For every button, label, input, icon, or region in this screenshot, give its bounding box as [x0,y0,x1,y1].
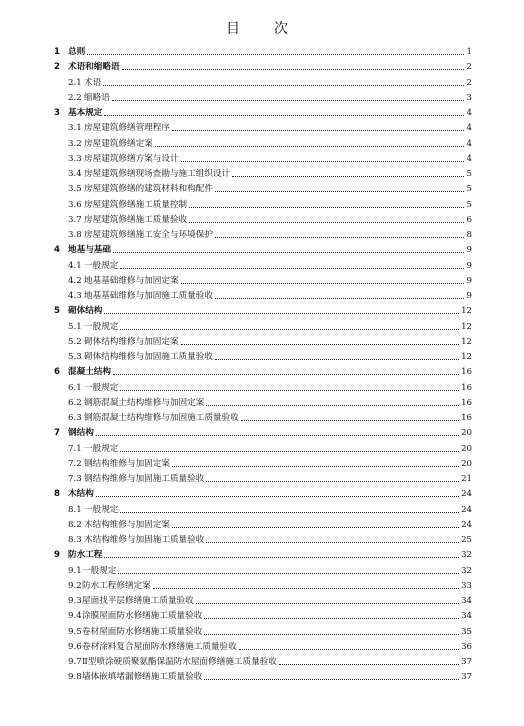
toc-dot-leader [239,648,459,650]
toc-dot-leader [120,511,459,513]
toc-chapter-entry[interactable] [54,105,472,119]
toc-entry-number: 6.3 [68,413,82,423]
toc-entry-number: 3.3 [68,153,82,164]
toc-page-number: 32 [461,565,472,576]
toc-dot-leader [215,236,464,238]
toc-entry-number: 3.2 [68,138,82,149]
toc-dot-leader [172,129,464,131]
toc-section-entry[interactable] [68,563,472,577]
toc-entry-title: 砌体结构维修与加固施工质量验收 [84,352,213,362]
toc-entry-title: 木结构 [68,489,94,500]
toc-dot-leader [104,556,459,558]
toc-dot-leader [241,419,459,421]
toc-entry-title: 术语 [84,77,102,88]
toc-entry-number: 5.2 [68,336,82,347]
toc-section-entry[interactable] [68,288,472,302]
toc-entry-title: 一般规定 [82,565,117,576]
toc-chapter-entry[interactable] [54,486,472,500]
toc-page-number: 24 [461,504,472,515]
toc-page-number: 35 [461,626,472,637]
toc-entry-title: 房屋建筑修缮施工安全与环境保护 [84,230,213,240]
toc-entry-number: 9.6 [68,641,82,652]
toc-entry-title: 地基基础维修与加固施工质量验收 [84,291,213,301]
toc-dot-leader [120,267,464,269]
toc-section-entry[interactable] [68,181,472,195]
toc-section-entry[interactable] [68,227,472,241]
toc-entry-title: 钢结构维修与加固施工质量验收 [84,474,205,484]
toc-section-entry[interactable] [68,197,472,211]
toc-entry-title: 钢结构 [68,428,94,439]
toc-section-entry[interactable] [68,395,472,409]
toc-section-entry[interactable] [68,517,472,531]
toc-section-entry[interactable] [68,441,472,455]
toc-section-entry[interactable] [68,258,472,272]
toc-dot-leader [181,343,460,345]
toc-page-number: 16 [461,382,472,393]
toc-dot-leader [120,389,459,391]
toc-entry-title: 一般规定 [84,504,119,515]
toc-page-number: 33 [461,580,472,591]
toc-section-entry[interactable] [68,166,472,180]
toc-page-number: 34 [461,596,472,606]
toc-entry-number: 4 [54,245,60,256]
toc-entry-title: 总则 [68,47,86,57]
toc-entry-number: 3.4 [68,169,82,179]
toc-page-number: 3 [466,92,472,103]
toc-entry-number: 8.1 [68,504,82,515]
toc-entry-title: 房屋建筑修缮现场查勘与施工组织设计 [84,169,231,179]
toc-entry-number: 3.5 [68,184,82,195]
toc-entry-number: 7.1 [68,443,82,454]
toc-page-number: 37 [461,657,472,667]
toc-section-entry[interactable] [68,654,472,668]
toc-section-entry[interactable] [68,380,472,394]
toc-entry-title: 卷材屋面防水修缮施工质量验收 [82,626,203,637]
toc-entry-title: 卷材涂料复合屋面防水修缮施工质量验收 [82,641,237,652]
toc-entry-title: 房屋建筑修缮施工质量控制 [84,199,188,210]
toc-dot-leader [113,251,464,253]
toc-dot-leader [204,617,459,619]
toc-entry-number: 8.3 [68,535,82,545]
toc-entry-number: 9.5 [68,626,82,637]
toc-page-number: 6 [466,214,472,225]
toc-dot-leader [103,84,464,86]
toc-entry-title: 屋面找平层修缮施工质量验收 [82,596,194,606]
toc-entry-number: 9.3 [68,596,82,606]
toc-section-entry[interactable] [68,471,472,485]
toc-entry-title: 术语和缩略语 [68,62,120,73]
toc-section-entry[interactable] [68,75,472,89]
toc-page-number: 5 [466,169,472,179]
toc-page-number: 5 [466,199,472,210]
toc-page-number: 2 [466,62,472,73]
toc-chapter-entry[interactable] [54,242,472,256]
toc-dot-leader [204,633,459,635]
toc-dot-leader [181,160,464,162]
toc-entry-number: 4.1 [68,260,82,271]
toc-entry-title: 钢筋混凝土结构维修与加固施工质量验收 [84,413,239,423]
toc-entry-title: 房屋建筑修缮的建筑材料和构配件 [84,184,213,195]
toc-section-entry[interactable] [68,624,472,638]
toc-section-entry[interactable] [68,136,472,150]
toc-entry-number: 4.2 [68,275,82,286]
toc-page-number: 34 [461,611,472,622]
toc-entry-number: 9.1 [68,565,82,576]
toc-dot-leader [215,358,459,360]
toc-chapter-entry[interactable] [54,303,472,317]
toc-dot-leader [96,434,459,436]
toc-section-entry[interactable] [68,639,472,653]
toc-entry-number: 8.2 [68,519,82,530]
toc-dot-leader [122,68,464,70]
toc-entry-title: 一般规定 [84,260,119,271]
toc-entry-title: 木结构维修与加固定案 [84,519,170,530]
toc-entry-title: 房屋建筑修缮管理程序 [84,123,170,134]
toc-entry-number: 6.1 [68,382,82,393]
toc-section-entry[interactable] [68,334,472,348]
toc-dot-leader [196,602,459,604]
toc-entry-number: 7.3 [68,474,82,484]
toc-entry-number: 3.6 [68,199,82,210]
toc-entry-title: 钢结构维修与加固定案 [84,458,170,469]
toc-page-number: 36 [461,641,472,652]
toc-page-number: 9 [466,291,472,301]
toc-section-entry[interactable] [68,669,472,683]
toc-page-number: 4 [466,108,472,118]
toc-dot-leader [215,190,464,192]
toc-page-number: 20 [461,443,472,454]
toc-page-number: 25 [461,535,472,545]
toc-entry-title: 房屋建筑修缮定案 [84,138,153,149]
toc-dot-leader [206,541,459,543]
toc-entry-number: 4.3 [68,291,82,301]
toc-page-number: 12 [461,352,472,362]
toc-entry-title: 砌体结构 [68,306,103,317]
toc-entry-title: 房屋建筑修缮施工质量验收 [84,214,188,225]
toc-dot-leader [112,99,464,101]
toc-entry-number: 3 [54,108,60,118]
toc-entry-number: 2.1 [68,77,82,88]
toc-section-entry[interactable] [68,578,472,592]
toc-dot-leader [153,587,459,589]
toc-page-number: 16 [461,367,472,378]
toc-page-number: 20 [461,458,472,469]
toc-page-number: 12 [461,336,472,347]
toc-section-entry[interactable] [68,608,472,622]
toc-entry-number: 2 [54,62,60,73]
page-title: 目 次 [226,21,298,37]
toc-page-number: 1 [466,47,472,57]
toc-chapter-entry[interactable] [54,44,472,58]
toc-page-number: 9 [466,245,472,256]
toc-section-entry[interactable] [68,456,472,470]
toc-entry-title: 基本规定 [68,108,103,118]
toc-section-entry[interactable] [68,502,472,516]
toc-entry-number: 2.2 [68,92,82,103]
toc-section-entry[interactable] [68,151,472,165]
toc-chapter-entry[interactable] [54,425,472,439]
toc-entry-title: 房屋建筑修缮方案与设计 [84,153,179,164]
toc-entry-title: 一般规定 [84,443,119,454]
toc-entry-number: 5 [54,306,60,317]
toc-entry-title: 砌体结构维修与加固定案 [84,336,179,347]
toc-page-number: 12 [461,306,472,317]
toc-entry-number: 3.8 [68,230,82,240]
toc-page-number: 4 [466,123,472,134]
toc-entry-title: 防水工程 [68,550,103,561]
toc-entry-number: 3.7 [68,214,82,225]
toc-dot-leader [204,678,459,680]
toc-dot-leader [189,206,464,208]
toc-dot-leader [155,145,464,147]
toc-entry-title: 地基基础维修与加固定案 [84,275,179,286]
toc-page-number: 32 [461,550,472,561]
toc-section-entry[interactable] [68,593,472,607]
toc-entry-title: 混凝土结构 [68,367,111,378]
toc-dot-leader [181,282,464,284]
toc-entry-number: 9.7 [68,657,82,667]
toc-entry-number: 1 [54,47,60,57]
toc-entry-title: 缩略语 [84,92,110,103]
toc-dot-leader [104,312,459,314]
toc-entry-title: 墙体嵌填堵漏修缮施工质量验收 [82,672,203,683]
toc-entry-title: 涂膜屋面防水修缮施工质量验收 [82,611,203,622]
toc-entry-number: 7 [54,428,60,439]
toc-page-number: 37 [461,672,472,683]
toc-dot-leader [120,450,459,452]
toc-entry-number: 3.1 [68,123,82,134]
toc-section-entry[interactable] [68,319,472,333]
toc-page-number: 16 [461,397,472,408]
toc-entry-number: 9.8 [68,672,82,683]
toc-entry-title: 防水工程修缮定案 [82,580,151,591]
toc-page-number: 16 [461,413,472,423]
toc-dot-leader [113,373,459,375]
toc-dot-leader [104,114,464,116]
toc-page-number: 8 [466,230,472,240]
toc-section-entry[interactable] [68,212,472,226]
toc-entry-title: 地基与基础 [68,245,111,256]
toc-entry-number: 9 [54,550,60,561]
toc-chapter-entry[interactable] [54,547,472,561]
toc-page-number: 4 [466,138,472,149]
toc-section-entry[interactable] [68,90,472,104]
toc-page-number: 9 [466,260,472,271]
toc-dot-leader [172,526,459,528]
toc-entry-title: 一般规定 [84,382,119,393]
toc-page-number: 9 [466,275,472,286]
toc-dot-leader [206,480,459,482]
toc-entry-number: 5.1 [68,321,82,332]
toc-dot-leader [232,175,464,177]
toc-section-entry[interactable] [68,410,472,424]
toc-chapter-entry[interactable] [54,364,472,378]
toc-entry-number: 8 [54,489,60,500]
toc-dot-leader [206,404,459,406]
toc-entry-number: 6.2 [68,397,82,408]
toc-entry-title: 钢筋混凝土结构维修与加固定案 [84,397,205,408]
toc-page-number: 21 [461,474,472,484]
toc-dot-leader [279,663,459,665]
toc-dot-leader [172,465,459,467]
toc-dot-leader [118,572,459,574]
toc-entry-number: 7.2 [68,458,82,469]
toc-page-number: 2 [466,77,472,88]
toc-page-number: 20 [461,428,472,439]
toc-dot-leader [215,297,464,299]
toc-entry-number: 6 [54,367,60,378]
toc-section-entry[interactable] [68,532,472,546]
toc-entry-title: 木结构维修与加固施工质量验收 [84,535,205,545]
toc-entry-title: 一般规定 [84,321,119,332]
toc-section-entry[interactable] [68,273,472,287]
toc-section-entry[interactable] [68,120,472,134]
toc-dot-leader [120,328,459,330]
toc-section-entry[interactable] [68,349,472,363]
toc-dot-leader [189,221,464,223]
toc-entry-number: 9.4 [68,611,82,622]
toc-page-number: 5 [466,184,472,195]
toc-chapter-entry[interactable] [54,59,472,73]
toc-page-number: 12 [461,321,472,332]
toc-page-number: 24 [461,519,472,530]
toc-dot-leader [87,53,464,55]
toc-dot-leader [96,495,459,497]
toc-entry-title: Ⅱ型喷涂硬质聚氨酯保温防水屋面修缮施工质量验收 [82,657,277,667]
toc-page-number: 24 [461,489,472,500]
toc-entry-number: 9.2 [68,580,82,591]
toc-page-number: 4 [466,153,472,164]
toc-entry-number: 5.3 [68,352,82,362]
